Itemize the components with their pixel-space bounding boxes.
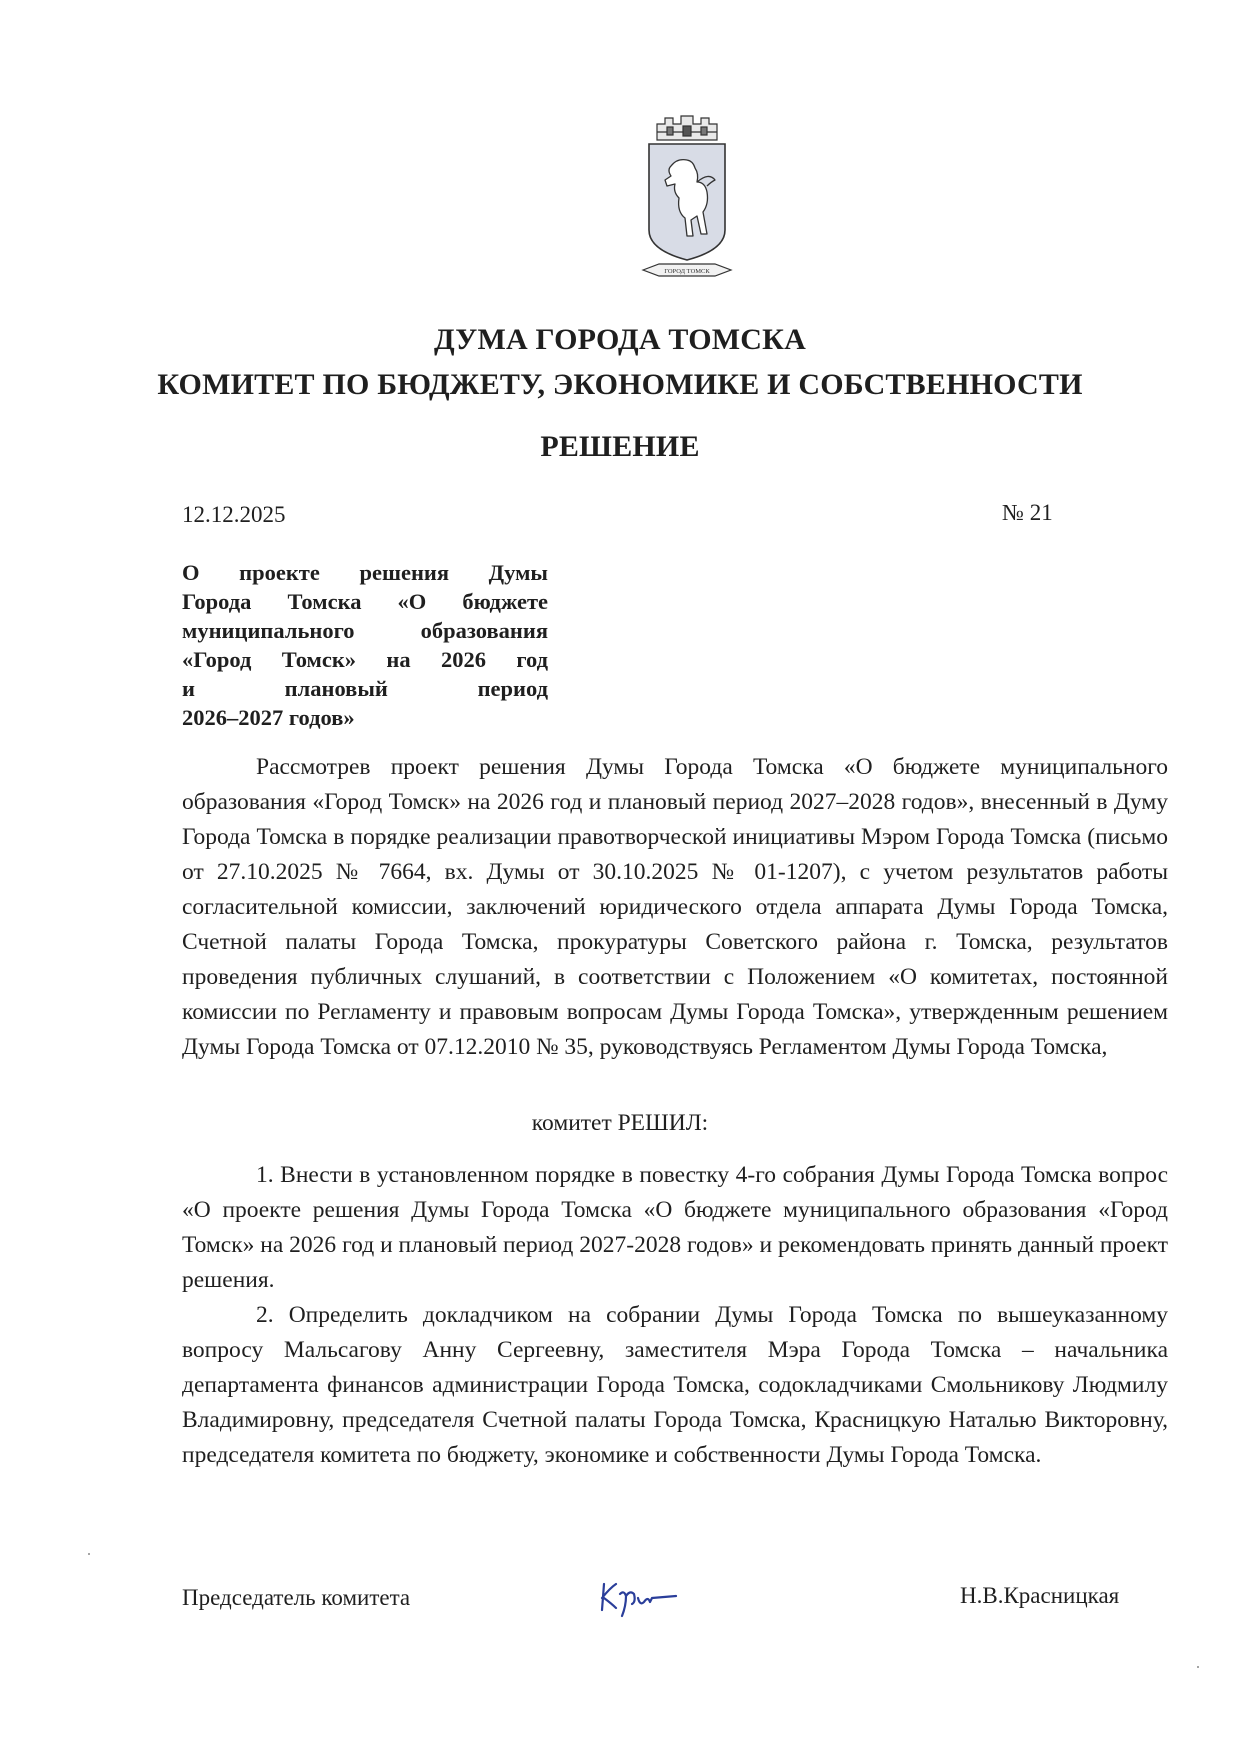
organization-title: ДУМА ГОРОДА ТОМСКА bbox=[434, 323, 806, 356]
signatory-role: Председатель комитета bbox=[182, 1585, 411, 1610]
committee-title: КОМИТЕТ ПО БЮДЖЕТУ, ЭКОНОМИКЕ И СОБСТВЕННОСТИ bbox=[157, 368, 1083, 401]
resolution-phrase: комитет РЕШИЛ: bbox=[531, 1110, 709, 1136]
scan-speck bbox=[1197, 1666, 1199, 1668]
subject-line: 2026–2027 годов» bbox=[182, 705, 355, 730]
subject-line: и плановый период bbox=[182, 676, 548, 701]
subject-line: О проекте решения Думы bbox=[182, 560, 548, 585]
signatory-name: Н.В.Красницкая bbox=[960, 1583, 1120, 1608]
decision-point-1: 1. Внести в установленном порядке в повестку 4-го собрания Думы Города Томска вопрос «О проекте решения Думы Города Томска «О бюджете муниципального образования «Город Томск» на 2026 год и плановый период 2027-2028 годов» и рекомендовать принять данный проект решения. bbox=[182, 1162, 1168, 1293]
handwritten-signature bbox=[594, 1572, 684, 1622]
emblem-motto: ГОРОД ТОМСК bbox=[664, 268, 710, 275]
subject-line: «Город Томск» на 2026 год bbox=[182, 647, 548, 672]
decision-point-2: 2. Определить докладчиком на собрании Думы Города Томска по вышеуказанному вопросу Мальсагову Анну Сергеевну, заместителя Мэра Города Томска – начальника департамента финансов администрации Города Томска, содокладчиками Смольникову Людмилу Владимировну, председателя Счетной палаты Города Томска, Красницкую Наталью Викторовну, председателя комитета по бюджету, экономике и собственности Думы Города Томска. bbox=[182, 1302, 1168, 1468]
scan-speck bbox=[88, 1553, 90, 1555]
preamble-paragraph: Рассмотрев проект решения Думы Города Томска «О бюджете муниципального образования «Город Томск» на 2026 год и плановый период 2027–2028 годов», внесенный в Думу Города Томска в порядке реализации правотворческой инициативы Мэром Города Томска (письмо от 27.10.2025 № 7664, вх. Думы от 30.10.2025 № 01-1207), с учетом результатов работы согласительной комиссии, заключений юридического отдела аппарата Думы Города Томска, Счетной палаты Города Томска, прокуратуры Советского района г. Томска, результатов проведения публичных слушаний, в соответствии с Положением «О комитетах, постоянной комиссии по Регламенту и правовым вопросам Думы Города Томска», утвержденным решением Думы Города Томска от 07.12.2010 № 35, руководствуясь Регламентом Думы Города Томска, bbox=[182, 754, 1168, 1060]
subject-line: Города Томска «О бюджете bbox=[182, 589, 548, 614]
decision-subject bbox=[182, 558, 548, 732]
document-type-title: РЕШЕНИЕ bbox=[540, 430, 700, 463]
tomsk-coat-of-arms-icon bbox=[637, 112, 737, 287]
decision-date: 12.12.2025 bbox=[182, 502, 286, 527]
decision-number: № 21 bbox=[1002, 500, 1053, 525]
subject-line: муниципального образования bbox=[182, 618, 548, 643]
